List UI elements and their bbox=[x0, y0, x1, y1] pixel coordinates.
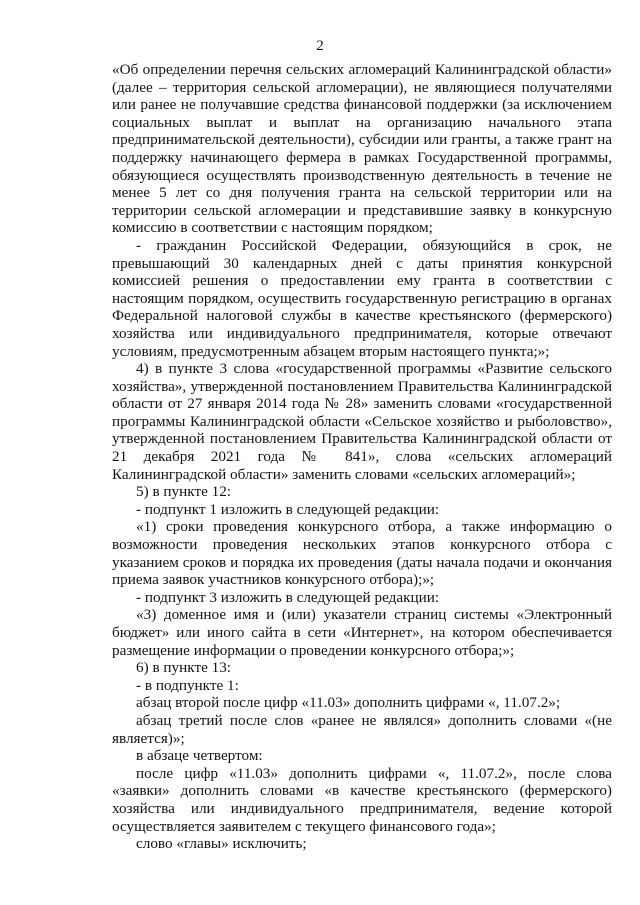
paragraph-subitem-1-intro: - подпункт 1 изложить в следующей редакции: bbox=[136, 500, 440, 518]
paragraph-citizen-obligation: - гражданин Российской Федерации, обязующийся в срок, не превышающий 30 календарных дней с даты принятия конкурсной комиссией решения о предоставлении ему гранта в соответствии с настоящим порядком, осуществить государственную регистрацию в органах Федеральной налоговой службы в качестве крестьянского (фермерского) хозяйства или индивидуального предпринимателя, которые отвечают условиям, предусмотренным абзацем вторым настоящего пункта;»; bbox=[112, 236, 612, 360]
paragraph-subitem-3-text: «3) доменное имя и (или) указатели страниц системы «Электронный бюджет» или иного сайта в сети «Интернет», на котором обеспечивается размещение информации о проведении конкурсного отбора;»; bbox=[112, 606, 612, 659]
paragraph-second-abzac: абзац второй после цифр «11.03» дополнить цифрами «, 11.07.2»; bbox=[136, 694, 561, 712]
paragraph-fourth-abzac-intro: в абзаце четвертом: bbox=[136, 747, 263, 765]
document-body bbox=[112, 61, 612, 853]
paragraph-fourth-abzac-text: после цифр «11.03» дополнить цифрами «, 11.07.2», после слова «заявки» дополнить словами «в качестве крестьянского (фермерского) хозяйства или индивидуального предпринимателя, ведение которой осуществляется заявителем с текущего финансового года»; bbox=[112, 764, 612, 835]
paragraph-remove-word: слово «главы» исключить; bbox=[136, 835, 307, 853]
paragraph-item-4: 4) в пункте 3 слова «государственной программы «Развитие сельского хозяйства», утвержденной постановлением Правительства Калининградской области от 27 января 2014 года № 28» заменить словами «государственной программы Калининградской области «Сельское хозяйство и рыболовство», утвержденной постановлением Правительства Калининградской области от 21 декабря 2021 года № 841», слова «сельских агломераций Калининградской области» заменить словами «сельских агломераций»; bbox=[112, 360, 612, 483]
paragraph-subitem-1-text: «1) сроки проведения конкурсного отбора, а также информацию о возможности проведения нескольких этапов конкурсного отбора с указанием сроков и порядка их проведения (даты начала подачи и окончания приема заявок участников конкурсного отбора);»; bbox=[112, 518, 612, 589]
paragraph-in-subitem-1: - в подпункте 1: bbox=[136, 676, 239, 694]
paragraph-item-6: 6) в пункте 13: bbox=[136, 659, 232, 677]
paragraph-item-5: 5) в пункте 12: bbox=[136, 483, 232, 501]
paragraph-subitem-3-intro: - подпункт 3 изложить в следующей редакции: bbox=[136, 588, 440, 606]
paragraph-third-abzac: абзац третий после слов «ранее не являлся» дополнить словами «(не является)»; bbox=[112, 711, 612, 747]
page-number: 2 bbox=[316, 38, 324, 54]
paragraph-agglomeration-definition: «Об определении перечня сельских агломераций Калининградской области» (далее – территория сельской агломерации), не являющиеся получателями или ранее не получавшие средства финансовой поддержки (за исключением социальных выплат и выплат на организацию начального этапа предпринимательской деятельности), субсидии или гранты, а также грант на поддержку начинающего фермера в рамках Государственной программы, обязующиеся осуществлять производственную деятельность в течение не менее 5 лет со дня получения гранта на сельской территории или на территории сельской агломерации и представившие заявку в конкурсную комиссию в соответствии с настоящим порядком; bbox=[112, 61, 612, 237]
